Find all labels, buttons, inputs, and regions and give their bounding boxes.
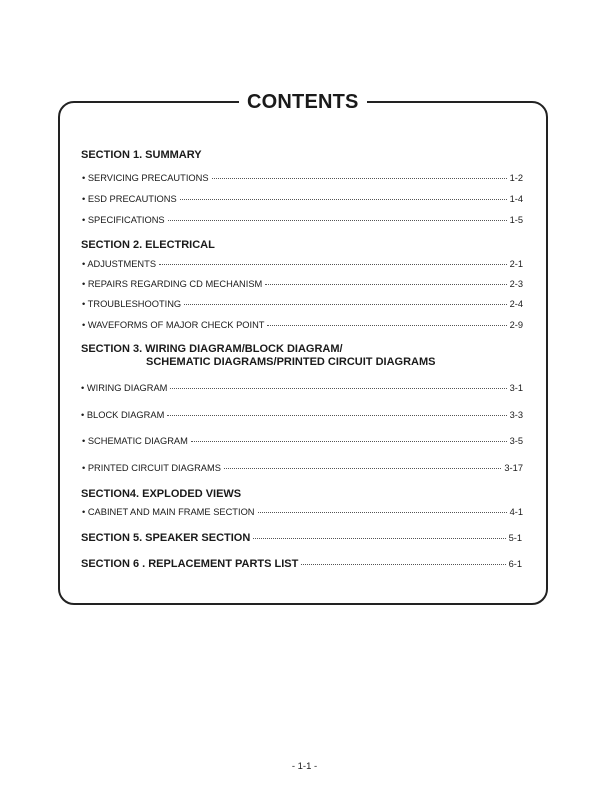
- toc-entry-label: • SERVICING PRECAUTIONS: [82, 173, 209, 183]
- toc-entry-troubleshooting[interactable]: [82, 298, 523, 310]
- toc-entry-label: • ADJUSTMENTS: [82, 259, 157, 269]
- toc-entry-wiring-diagram[interactable]: [81, 382, 523, 394]
- toc-entry-esd-precautions[interactable]: [82, 193, 523, 205]
- dot-leader: [212, 178, 507, 179]
- section-1-heading: SECTION 1. SUMMARY: [81, 149, 202, 161]
- toc-entry-page: 4-1: [509, 507, 523, 517]
- toc-entry-label: • CABINET AND MAIN FRAME SECTION: [82, 507, 255, 517]
- section-4-heading: SECTION4. EXPLODED VIEWS: [81, 488, 242, 500]
- toc-entry-waveforms[interactable]: [82, 319, 523, 331]
- toc-entry-repairs-cd-mechanism[interactable]: [82, 278, 523, 290]
- toc-entry-page: 2-3: [509, 279, 523, 289]
- toc-entry-label: • WAVEFORMS OF MAJOR CHECK POINT: [82, 320, 265, 330]
- section-2-heading: SECTION 2. ELECTRICAL: [81, 239, 215, 251]
- dot-leader: [267, 325, 506, 326]
- toc-entry-label: • PRINTED CIRCUIT DIAGRAMS: [82, 463, 221, 473]
- dot-leader: [159, 264, 507, 265]
- toc-entry-page: 2-9: [509, 320, 523, 330]
- dot-leader: [191, 441, 507, 442]
- dot-leader: [170, 388, 506, 389]
- toc-entry-label: • WIRING DIAGRAM: [81, 383, 168, 393]
- toc-entry-label: • SPECIFICATIONS: [82, 215, 165, 225]
- dot-leader: [168, 220, 507, 221]
- dot-leader: [184, 304, 506, 305]
- toc-entry-adjustments[interactable]: [82, 258, 523, 270]
- toc-entry-page: 3-3: [509, 410, 523, 420]
- toc-entry-page: 1-4: [509, 194, 523, 204]
- dot-leader: [180, 199, 507, 200]
- toc-entry-section-6-parts-list[interactable]: [81, 558, 522, 570]
- toc-entry-label: • SCHEMATIC DIAGRAM: [82, 436, 188, 446]
- dot-leader: [265, 284, 506, 285]
- toc-entry-page: 1-5: [509, 215, 523, 225]
- toc-entry-specifications[interactable]: [82, 214, 523, 226]
- toc-entry-page: 3-5: [509, 436, 523, 446]
- toc-entry-block-diagram[interactable]: [81, 409, 523, 421]
- section-6-heading: SECTION 6 . REPLACEMENT PARTS LIST: [81, 558, 299, 570]
- section-3-heading: SECTION 3. WIRING DIAGRAM/BLOCK DIAGRAM/: [81, 343, 343, 355]
- toc-entry-page: 6-1: [508, 559, 522, 569]
- toc-entry-label: • REPAIRS REGARDING CD MECHANISM: [82, 279, 263, 289]
- toc-entry-label: • ESD PRECAUTIONS: [82, 194, 177, 204]
- section-5-heading: SECTION 5. SPEAKER SECTION: [81, 532, 251, 544]
- dot-leader: [224, 468, 501, 469]
- toc-entry-page: 1-2: [509, 173, 523, 183]
- dot-leader: [301, 564, 505, 565]
- dot-leader: [258, 512, 507, 513]
- toc-entry-page: 2-1: [509, 259, 523, 269]
- toc-entry-label: • TROUBLESHOOTING: [82, 299, 182, 309]
- page-number: - 1-1 -: [291, 761, 318, 772]
- section-3-heading-continued: SCHEMATIC DIAGRAMS/PRINTED CIRCUIT DIAGRAMS: [146, 356, 436, 368]
- toc-entry-page: 5-1: [508, 533, 522, 543]
- toc-entry-label: • BLOCK DIAGRAM: [81, 410, 165, 420]
- toc-entry-page: 2-4: [509, 299, 523, 309]
- toc-entry-printed-circuit-diagrams[interactable]: [82, 462, 523, 474]
- toc-entry-cabinet-main-frame[interactable]: [82, 506, 523, 518]
- toc-entry-page: 3-1: [509, 383, 523, 393]
- toc-entry-servicing-precautions[interactable]: [82, 172, 523, 184]
- toc-entry-schematic-diagram[interactable]: [82, 435, 523, 447]
- page-title: CONTENTS: [239, 90, 367, 114]
- toc-entry-page: 3-17: [504, 463, 523, 473]
- dot-leader: [167, 415, 506, 416]
- dot-leader: [253, 538, 505, 539]
- toc-entry-section-5-speaker[interactable]: [81, 532, 522, 544]
